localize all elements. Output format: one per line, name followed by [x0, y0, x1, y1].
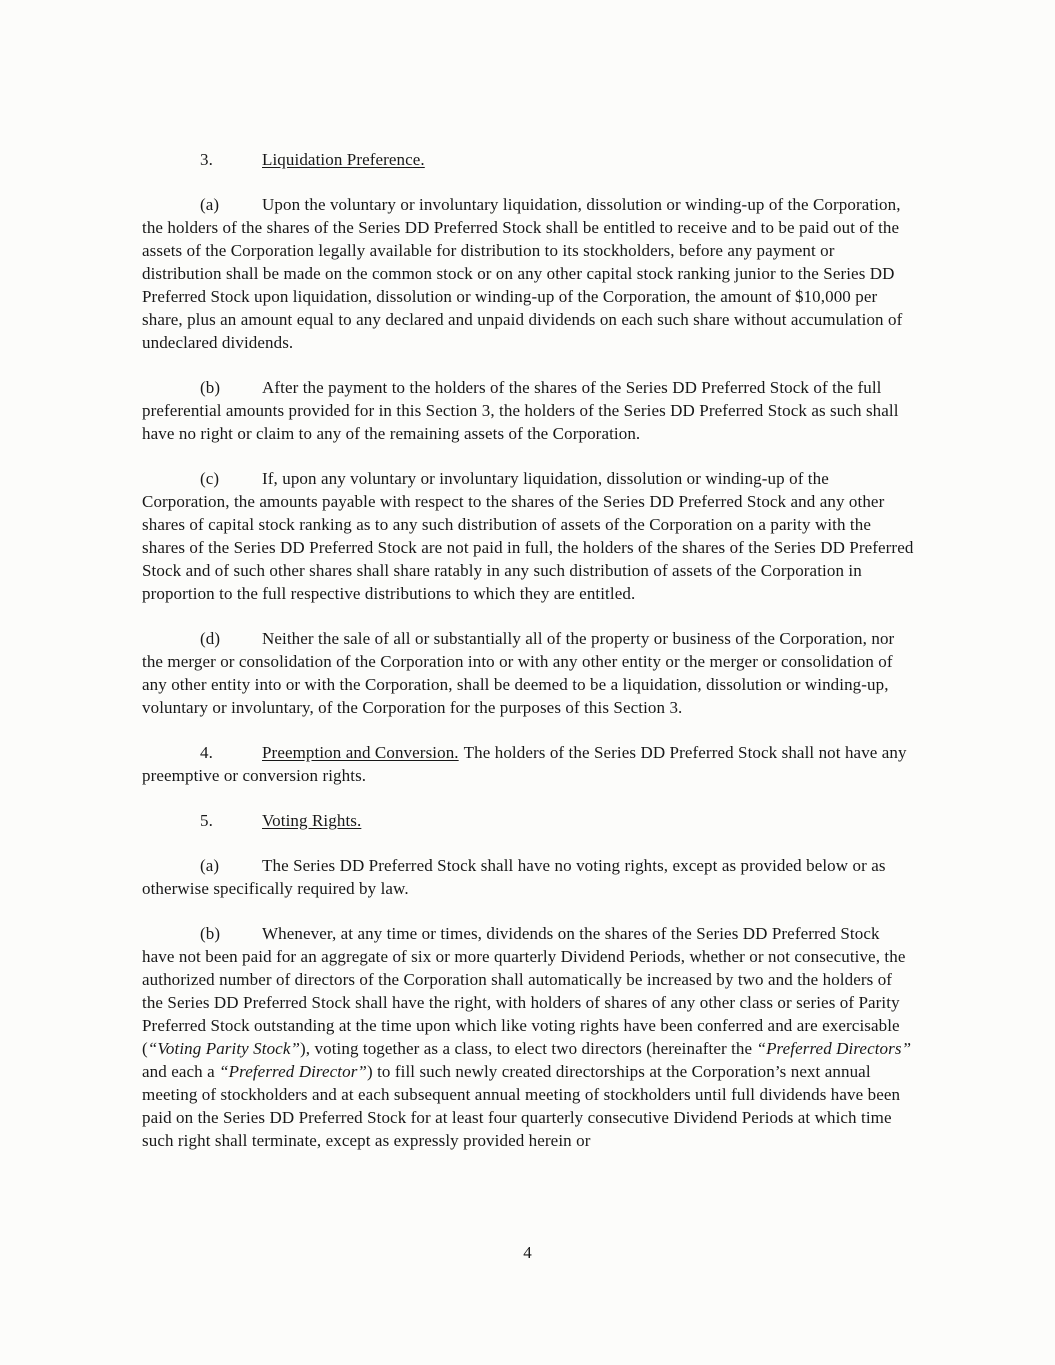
paragraph-segment: Whenever, at any time or times, dividends on the shares of the Series DD Preferred Stock have not been paid for an aggregate of six or more quarterly Dividend Periods, whether or not consecutive, the authorized number of directors of the Corporation shall automatically be increased by two and the holders of the Series DD Preferred Stock shall have the right, with holders of shares of any other class or series of Parity Preferred Stock outstanding at the time upon which like voting rights have been conferred and are exercisable (	[142, 924, 906, 1058]
paragraph-text: After the payment to the holders of the shares of the Series DD Preferred Stock of the full preferential amounts provided for in this Section 3, the holders of the Series DD Preferred Stock as such shall have no right or claim to any of the remaining assets of the Corporation.	[142, 378, 899, 443]
paragraph-segment: ) to fill such newly created directorships at the Corporation’s next annual meeting of stockholders and at each subsequent annual meeting of stockholders until full dividends have been paid on the Series DD Preferred Stock for at least four quarterly consecutive Dividend Periods at which time such right shall terminate, except as expressly provided herein or	[142, 1062, 901, 1150]
paragraph-text: The Series DD Preferred Stock shall have no voting rights, except as provided below or as otherwise specifically required by law.	[142, 856, 886, 898]
section-title: Voting Rights.	[262, 811, 362, 830]
paragraph-text: Upon the voluntary or involuntary liquidation, dissolution or winding-up of the Corporation, the holders of the shares of the Series DD Preferred Stock shall be entitled to receive and to be paid out of the assets of the Corporation legally available for distribution to its stockholders, before any payment or distribution shall be made on the common stock or on any other capital stock ranking junior to the Series DD Preferred Stock upon liquidation, dissolution or winding-up of the Corporation, the amount of $10,000 per share, plus an amount equal to any declared and unpaid dividends on each such share without accumulation of undeclared dividends.	[142, 195, 903, 352]
section-4-heading	[142, 741, 915, 787]
paragraph-label: (a)	[200, 856, 220, 875]
section-title: Preemption and Conversion.	[262, 743, 459, 762]
paragraph-3b	[142, 376, 915, 445]
paragraph-text: Neither the sale of all or substantially all of the property or business of the Corporation, nor the merger or consolidation of the Corporation into or with any other entity or the merger or consolidation of any other entity into or with the Corporation, shall be deemed to be a liquidation, dissolution or winding-up, voluntary or involuntary, of the Corporation for the purposes of this Section 3.	[142, 629, 895, 717]
paragraph-segment: and each a	[142, 1062, 220, 1081]
paragraph-3c	[142, 467, 915, 605]
section-3-heading	[142, 148, 915, 171]
section-number: 4.	[200, 743, 213, 762]
section-title: Liquidation Preference.	[262, 150, 425, 169]
paragraph-segment-italic: “Preferred Director”	[219, 1062, 367, 1081]
paragraph-5a	[142, 854, 915, 900]
section-number: 3.	[200, 150, 213, 169]
paragraph-label: (a)	[200, 195, 220, 214]
paragraph-segment-italic: “Preferred Directors”	[756, 1039, 912, 1058]
paragraph-3d	[142, 627, 915, 719]
paragraph-segment-italic: “Voting Parity Stock”	[147, 1039, 301, 1058]
paragraph-text: If, upon any voluntary or involuntary liquidation, dissolution or winding-up of the Corporation, the amounts payable with respect to the shares of the Series DD Preferred Stock and any other shares of capital stock ranking as to any such distribution of assets of the Corporation on a parity with the shares of the Series DD Preferred Stock are not paid in full, the holders of the shares of the Series DD Preferred Stock and of such other shares shall share ratably in any such distribution of assets of the Corporation in proportion to the full respective distributions to which they are entitled.	[142, 469, 914, 603]
section-trailing-text: The holders of the Series DD Preferred Stock shall not have any preemptive or conversion rights.	[142, 743, 907, 785]
paragraph-segment: ), voting together as a class, to elect two directors (hereinafter the	[300, 1039, 757, 1058]
section-5-heading	[142, 809, 915, 832]
paragraph-text	[142, 924, 911, 1150]
paragraph-3a	[142, 193, 915, 354]
page-number: 4	[523, 1243, 532, 1262]
paragraph-label: (b)	[200, 924, 221, 943]
paragraph-label: (b)	[200, 378, 221, 397]
paragraph-label: (d)	[200, 629, 221, 648]
section-number: 5.	[200, 811, 213, 830]
paragraph-label: (c)	[200, 469, 220, 488]
paragraph-5b	[142, 922, 915, 1152]
